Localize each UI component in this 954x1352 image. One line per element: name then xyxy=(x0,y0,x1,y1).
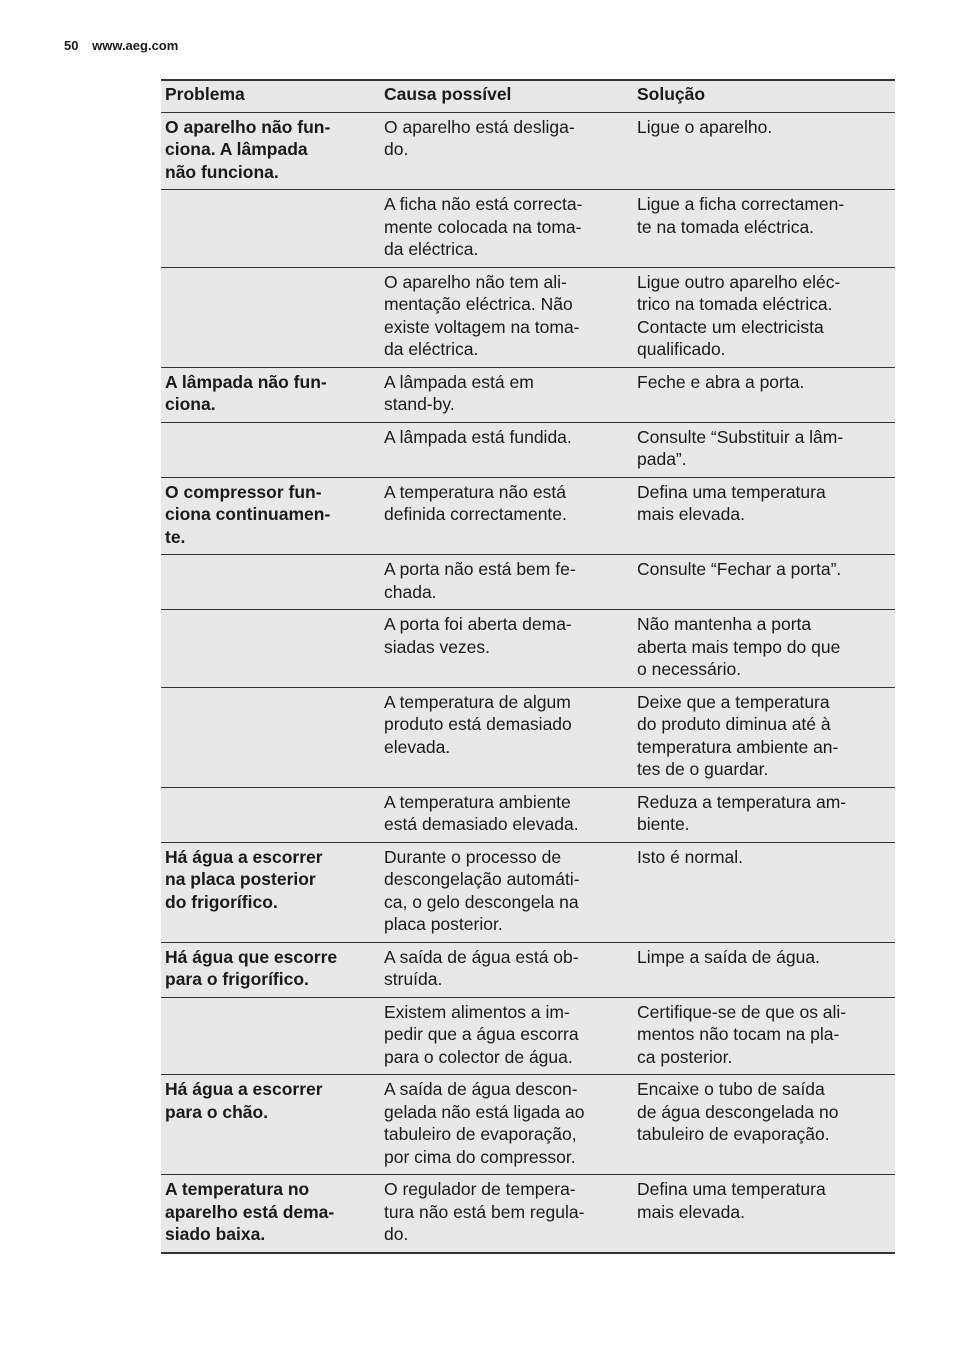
cell-cause: O aparelho não tem ali- mentação eléctrica. Não existe voltagem na toma- da eléctrica. xyxy=(380,267,633,367)
cell-cause: O aparelho está desliga- do. xyxy=(380,112,633,190)
cell-problem: Há água que escorre para o frigorífico. xyxy=(161,942,380,997)
cell-problem xyxy=(161,190,380,268)
column-header-solution: Solução xyxy=(633,80,895,112)
cell-solution: Feche e abra a porta. xyxy=(633,367,895,422)
cell-solution: Defina uma temperatura mais elevada. xyxy=(633,1175,895,1253)
table-row xyxy=(161,267,895,367)
table-header-row xyxy=(161,80,895,112)
cell-cause: Existem alimentos a im- pedir que a água escorra para o colector de água. xyxy=(380,997,633,1075)
cell-cause: A temperatura de algum produto está demasiado elevada. xyxy=(380,687,633,787)
cell-problem: O aparelho não fun- ciona. A lâmpada não funciona. xyxy=(161,112,380,190)
cell-cause: A temperatura não está definida correctamente. xyxy=(380,477,633,555)
table-row xyxy=(161,1075,895,1175)
cell-problem xyxy=(161,610,380,688)
cell-solution: Consulte “Fechar a porta”. xyxy=(633,555,895,610)
cell-solution: Reduza a temperatura am- biente. xyxy=(633,787,895,842)
cell-solution: Ligue a ficha correctamen- te na tomada eléctrica. xyxy=(633,190,895,268)
cell-cause: A lâmpada está fundida. xyxy=(380,422,633,477)
cell-cause: A temperatura ambiente está demasiado elevada. xyxy=(380,787,633,842)
table-row xyxy=(161,997,895,1075)
cell-cause: O regulador de tempera- tura não está bem regula- do. xyxy=(380,1175,633,1253)
cell-cause: Durante o processo de descongelação automáti- ca, o gelo descongela na placa posterior. xyxy=(380,842,633,942)
table-row xyxy=(161,367,895,422)
cell-cause: A saída de água descon- gelada não está ligada ao tabuleiro de evaporação, por cima do compressor. xyxy=(380,1075,633,1175)
table-row xyxy=(161,112,895,190)
cell-solution: Encaixe o tubo de saída de água descongelada no tabuleiro de evaporação. xyxy=(633,1075,895,1175)
table-row xyxy=(161,687,895,787)
cell-problem: A temperatura no aparelho está dema- siado baixa. xyxy=(161,1175,380,1253)
table-row xyxy=(161,422,895,477)
page-header xyxy=(64,38,188,53)
table-row xyxy=(161,610,895,688)
cell-solution: Ligue outro aparelho eléc- trico na tomada eléctrica. Contacte um electricista qualificado. xyxy=(633,267,895,367)
cell-solution: Limpe a saída de água. xyxy=(633,942,895,997)
cell-problem xyxy=(161,422,380,477)
cell-problem xyxy=(161,997,380,1075)
site-url: www.aeg.com xyxy=(92,38,179,53)
troubleshooting-table xyxy=(161,79,895,1254)
cell-cause: A lâmpada está em stand-by. xyxy=(380,367,633,422)
table-row xyxy=(161,477,895,555)
table-row xyxy=(161,787,895,842)
cell-cause: A ficha não está correcta- mente colocada na toma- da eléctrica. xyxy=(380,190,633,268)
cell-cause: A saída de água está ob- struída. xyxy=(380,942,633,997)
cell-solution: Consulte “Substituir a lâm- pada”. xyxy=(633,422,895,477)
cell-problem xyxy=(161,555,380,610)
cell-problem xyxy=(161,267,380,367)
cell-solution: Não mantenha a porta aberta mais tempo do que o necessário. xyxy=(633,610,895,688)
cell-problem xyxy=(161,787,380,842)
cell-problem: A lâmpada não fun- ciona. xyxy=(161,367,380,422)
cell-problem: Há água a escorrer na placa posterior do frigorífico. xyxy=(161,842,380,942)
cell-solution: Deixe que a temperatura do produto diminua até à temperatura ambiente an- tes de o guardar. xyxy=(633,687,895,787)
cell-problem: Há água a escorrer para o chão. xyxy=(161,1075,380,1175)
page-number: 50 xyxy=(64,38,79,53)
column-header-cause: Causa possível xyxy=(380,80,633,112)
table-row xyxy=(161,842,895,942)
cell-solution: Defina uma temperatura mais elevada. xyxy=(633,477,895,555)
cell-cause: A porta não está bem fe- chada. xyxy=(380,555,633,610)
column-header-problem: Problema xyxy=(161,80,380,112)
cell-solution: Certifique-se de que os ali- mentos não tocam na pla- ca posterior. xyxy=(633,997,895,1075)
cell-solution: Ligue o aparelho. xyxy=(633,112,895,190)
table-row xyxy=(161,190,895,268)
table-row xyxy=(161,1175,895,1253)
table-row xyxy=(161,942,895,997)
cell-cause: A porta foi aberta dema- siadas vezes. xyxy=(380,610,633,688)
table-body xyxy=(161,112,895,1253)
cell-problem xyxy=(161,687,380,787)
cell-problem: O compressor fun- ciona continuamen- te. xyxy=(161,477,380,555)
table-row xyxy=(161,555,895,610)
cell-solution: Isto é normal. xyxy=(633,842,895,942)
